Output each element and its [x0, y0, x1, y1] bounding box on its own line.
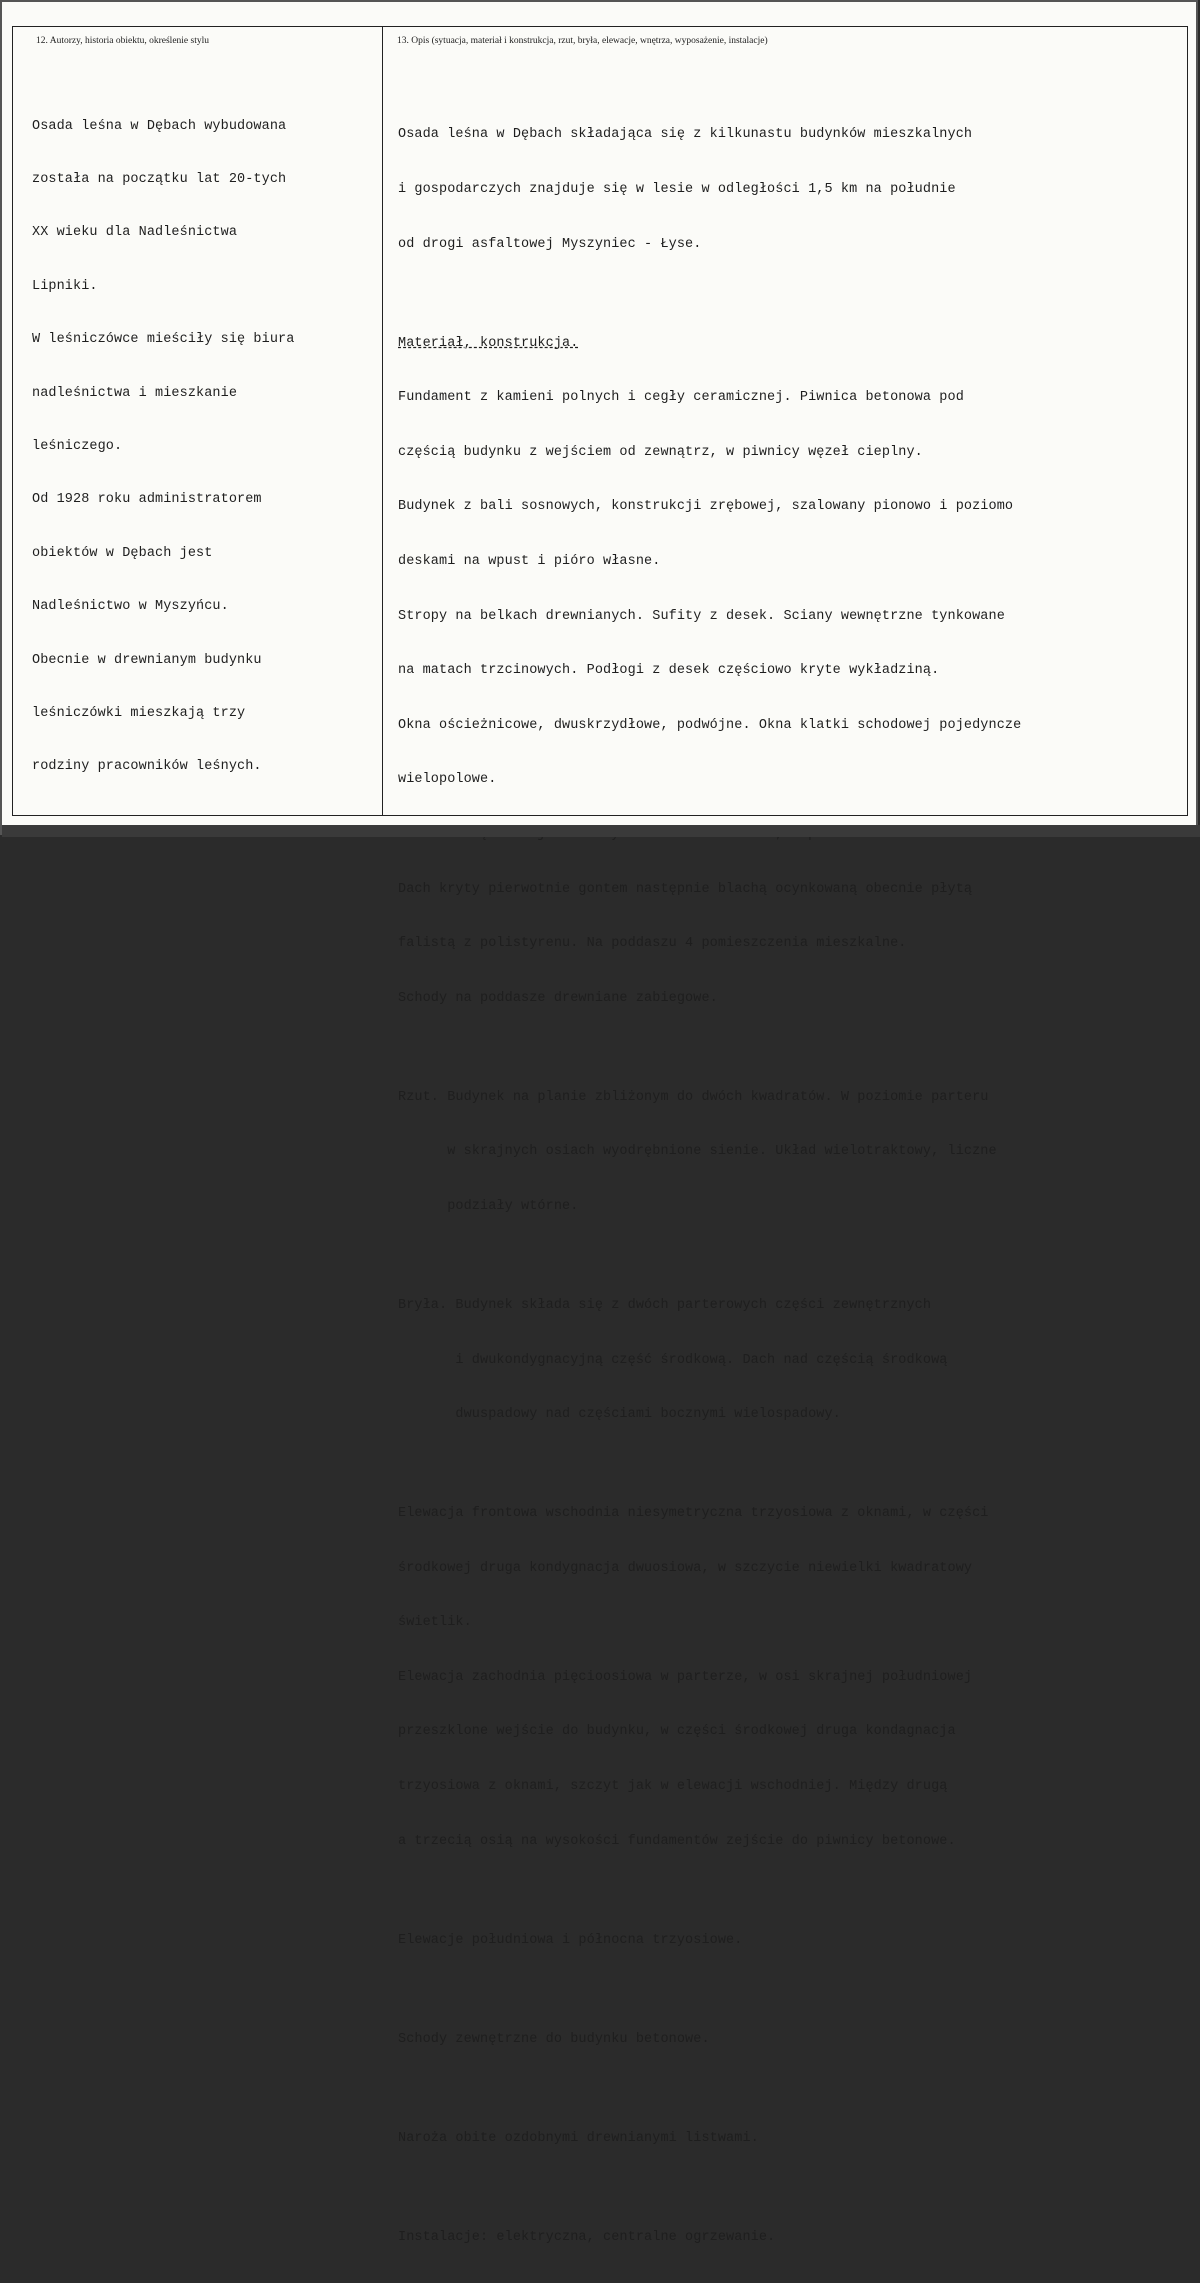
spacer [398, 2085, 1021, 2093]
material-line: wielopolowe. [398, 772, 497, 788]
material-line: Budynek z bali sosnowych, konstrukcji zrębowej, szalowany pionowo i poziomo [398, 499, 1014, 515]
material-line: falistą z polistyrenu. Na poddaszu 4 pomieszczenia mieszkalne. [398, 936, 907, 952]
bryla-line: Bryła. Budynek składa się z dwóch parterowych części zewnętrznych [398, 1297, 932, 1313]
intro-line: Osada leśna w Dębach składająca się z kilkunastu budynków mieszkalnych [398, 127, 973, 143]
left-column-header: 12. Autorzy, historia obiektu, określenie stylu [36, 36, 209, 46]
history-line: Od 1928 roku administratorem [32, 492, 262, 508]
history-line: Obecnie w drewnianym budynku [32, 652, 262, 668]
history-line: W leśniczówce mieściły się biura [32, 332, 295, 348]
final-line: Instalacje: elektryczna, centralne ogrzewanie. [398, 2229, 776, 2245]
bryla-line: dwuspadowy nad częściami bocznymi wielospadowy. [398, 1407, 841, 1423]
history-text [32, 82, 294, 812]
history-line: XX wieku dla Nadleśnictwa [32, 225, 238, 241]
spacer [398, 1253, 1021, 1261]
description-text [398, 90, 1021, 2283]
final-line: Schody zewnętrzne do budynku betonowe. [398, 2031, 710, 2047]
material-line: Fundament z kamieni polnych i cegły ceramicznej. Piwnica betonowa pod [398, 390, 964, 406]
spacer [398, 1887, 1021, 1895]
material-line: Dach kryty pierwotnie gontem następnie blachą ocynkowaną obecnie płytą [398, 881, 973, 897]
intro-line: i gospodarczych znajduje się w lesie w odległości 1,5 km na południe [398, 182, 956, 197]
final-line: Naroża obite ozdobnymi drewnianymi listwami. [398, 2130, 759, 2146]
spacer [398, 1986, 1021, 1994]
history-line: Lipniki. [32, 278, 98, 294]
history-line: leśniczego. [32, 438, 123, 454]
history-line: Nadleśnictwo w Myszyńcu. [32, 599, 229, 615]
right-column-header: 13. Opis (sytuacja, materiał i konstrukcja, rzut, bryła, elewacje, wnętrza, wyposażenie, instalacje) [397, 36, 768, 46]
scan-edge [2, 825, 1200, 837]
history-line: została na początku lat 20-tych [32, 171, 287, 187]
history-line: rodziny pracowników leśnych. [32, 759, 262, 775]
material-line: Stropy na belkach drewnianych. Sufity z desek. Sciany wewnętrzne tynkowane [398, 608, 1005, 624]
spacer [398, 1044, 1021, 1052]
history-line: nadleśnictwa i mieszkanie [32, 385, 238, 401]
spacer [398, 1461, 1021, 1469]
elewacje-line: przeszklone wejście do budynku, w części środkowej druga kondagnacja [398, 1724, 956, 1740]
elewacje-line: a trzecią osią na wysokości fundamentów zejście do piwnicy betonowe. [398, 1833, 956, 1849]
rzut-line: podziały wtórne. [398, 1198, 579, 1214]
history-line: Osada leśna w Dębach wybudowana [32, 118, 287, 134]
bryla-line: i dwukondygnacyjną część środkową. Dach nad częścią środkową [398, 1352, 948, 1368]
spacer [398, 2184, 1021, 2192]
elewacje-line: Elewacja zachodnia pięcioosiowa w parterze, w osi skrajnej południowej [398, 1669, 973, 1685]
final-line: Elewacje południowa i północna trzyosiowe. [398, 1932, 743, 1948]
column-divider [382, 26, 383, 816]
elewacje-line: trzyosiowa z oknami, szczyt jak w elewacji wschodniej. Między drugą [398, 1779, 948, 1795]
intro-line: od drogi asfaltowej Myszyniec - Łyse. [398, 236, 702, 252]
rzut-line: Rzut. Budynek na planie zbliżonym do dwóch kwadratów. W poziomie parteru [398, 1089, 989, 1105]
material-line: deskami na wpust i pióro własne. [398, 553, 661, 569]
elewacje-line: Elewacja frontowa wschodnia niesymetryczna trzyosiowa z oknami, w części [398, 1506, 989, 1522]
spacer [398, 290, 1021, 298]
elewacje-line: świetlik. [398, 1615, 472, 1631]
material-line: Schody na poddasze drewniane zabiegowe. [398, 990, 718, 1006]
material-line: częścią budynku z wejściem od zewnątrz, w piwnicy węzeł cieplny. [398, 444, 923, 460]
material-line: na matach trzcinowych. Podłogi z desek częściowo kryte wykładziną. [398, 663, 940, 679]
history-line: leśniczówki mieszkają trzy [32, 705, 246, 721]
history-line: obiektów w Dębach jest [32, 545, 213, 561]
material-heading: Materiał, konstrukcja. [398, 335, 579, 351]
material-line: Okna ościeżnicowe, dwuskrzydłowe, podwójne. Okna klatki schodowej pojedyncze [398, 717, 1022, 733]
rzut-line: w skrajnych osiach wyodrębnione sienie. Układ wielotraktowy, liczne [398, 1144, 997, 1160]
elewacje-line: środkowej druga kondygnacja dwuosiowa, w szczycie niewielki kwadratowy [398, 1560, 973, 1576]
